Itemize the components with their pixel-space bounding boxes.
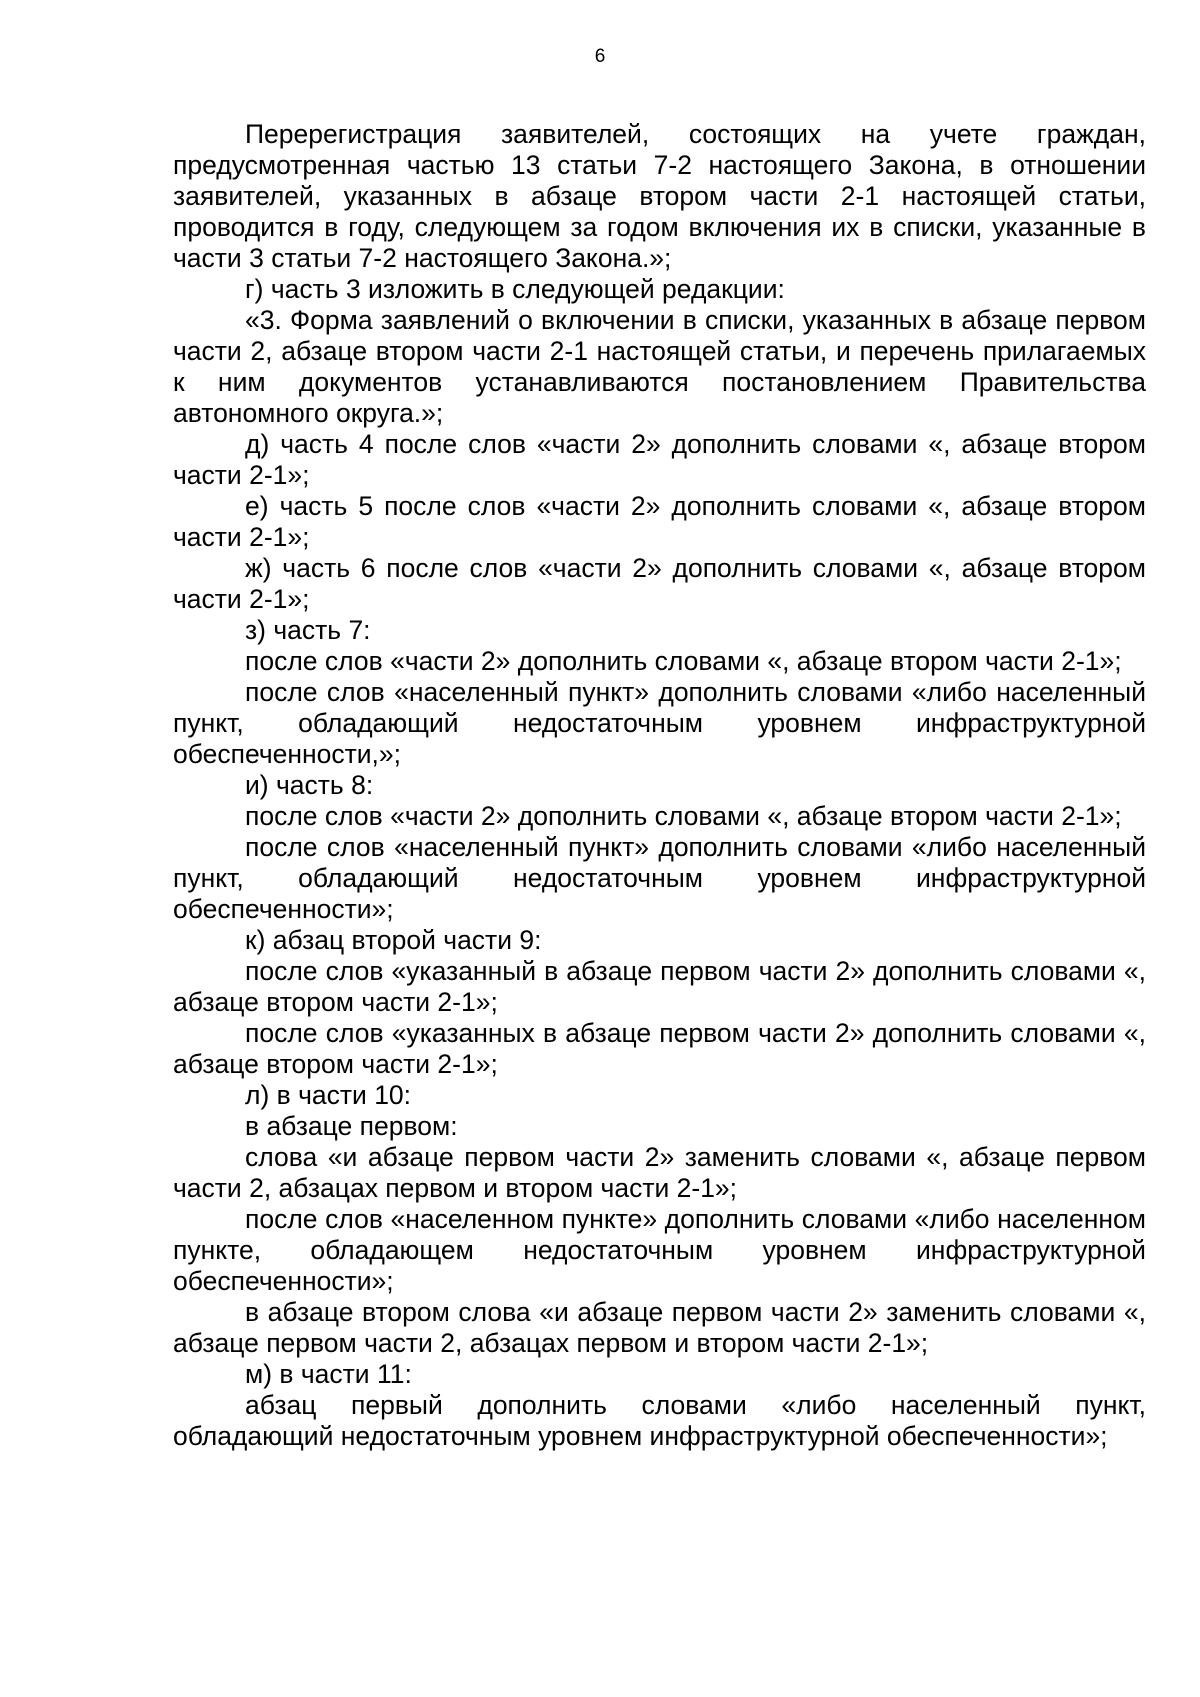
paragraph: в абзаце втором слова «и абзаце первом части 2» заменить словами «, абзаце первом части 2, абзацах первом и втором части 2-1»; xyxy=(173,1297,1146,1358)
paragraph: м) в части 11: xyxy=(245,1359,412,1389)
paragraph: в абзаце первом: xyxy=(245,1111,458,1141)
paragraph: после слов «населенном пункте» дополнить словами «либо населенном пункте, обладающем недостаточным уровнем инфраструктурной обеспеченности»; xyxy=(173,1204,1146,1296)
paragraph: л) в части 10: xyxy=(245,1080,412,1110)
paragraph: после слов «населенный пункт» дополнить словами «либо населенный пункт, обладающий недостаточным уровнем инфраструктурной обеспеченности»; xyxy=(173,832,1146,924)
paragraph: абзац первый дополнить словами «либо населенный пункт, обладающий недостаточным уровнем инфраструктурной обеспеченности»; xyxy=(173,1390,1146,1451)
paragraph: после слов «части 2» дополнить словами «, абзаце втором части 2-1»; xyxy=(245,801,1122,831)
paragraph: ж) часть 6 после слов «части 2» дополнить словами «, абзаце втором части 2-1»; xyxy=(173,553,1146,614)
paragraph: к) абзац второй части 9: xyxy=(245,925,542,955)
paragraph: д) часть 4 после слов «части 2» дополнить словами «, абзаце втором части 2-1»; xyxy=(173,429,1146,490)
paragraph: е) часть 5 после слов «части 2» дополнить словами «, абзаце втором части 2-1»; xyxy=(173,491,1146,552)
paragraph: после слов «указанный в абзаце первом части 2» дополнить словами «, абзаце втором части 2-1»; xyxy=(173,956,1146,1017)
paragraph: слова «и абзаце первом части 2» заменить словами «, абзаце первом части 2, абзацах первом и втором части 2-1»; xyxy=(173,1142,1146,1203)
paragraph: после слов «части 2» дополнить словами «, абзаце втором части 2-1»; xyxy=(245,646,1122,676)
paragraph: и) часть 8: xyxy=(245,770,374,800)
paragraph: г) часть 3 изложить в следующей редакции: xyxy=(245,274,785,304)
page-number: 6 xyxy=(594,46,606,67)
paragraph: после слов «указанных в абзаце первом части 2» дополнить словами «, абзаце втором части 2-1»; xyxy=(173,1018,1146,1079)
paragraph: «3. Форма заявлений о включении в списки, указанных в абзаце первом части 2, абзаце втором части 2-1 настоящей статьи, и перечень прилагаемых к ним документов устанавливаются постановлением Правительства автономного округа.»; xyxy=(173,305,1146,428)
paragraph: Перерегистрация заявителей, состоящих на учете граждан, предусмотренная частью 13 статьи 7-2 настоящего Закона, в отношении заявителей, указанных в абзаце втором части 2-1 настоящей статьи, проводится в году, следующем за годом включения их в списки, указанные в части 3 статьи 7-2 настоящего Закона.»; xyxy=(173,119,1146,273)
paragraph: з) часть 7: xyxy=(245,615,371,645)
paragraph: после слов «населенный пункт» дополнить словами «либо населенный пункт, обладающий недостаточным уровнем инфраструктурной обеспеченности,»; xyxy=(173,677,1146,769)
document-body xyxy=(173,119,1146,1452)
